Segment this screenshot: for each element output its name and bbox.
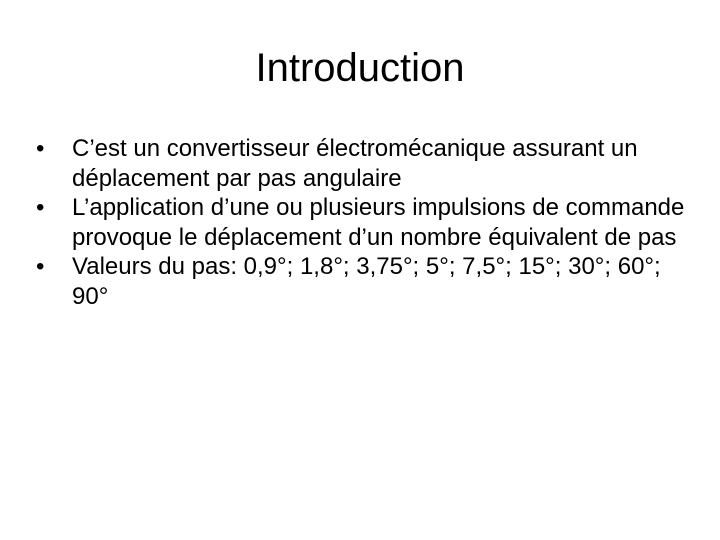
bullet-text: C’est un convertisseur électromécanique assurant un déplacement par pas angulaire — [72, 135, 638, 192]
bullet-dot-icon: • — [36, 135, 45, 162]
bullet-dot-icon: • — [36, 253, 45, 280]
bullet-item — [36, 193, 696, 252]
bullet-text: Valeurs du pas: 0,9°; 1,8°; 3,75°; 5°; 7,5°; 15°; 30°; 60°; 90° — [72, 253, 661, 310]
bullet-dot-icon: • — [36, 194, 45, 221]
bullet-text: L’application d’une ou plusieurs impulsions de commande provoque le déplacement d’un nombre équivalent de pas — [72, 194, 685, 251]
bullet-item — [36, 252, 696, 311]
bullet-list — [36, 134, 696, 311]
slide-title: Introduction — [255, 46, 465, 90]
bullet-item — [36, 134, 696, 193]
